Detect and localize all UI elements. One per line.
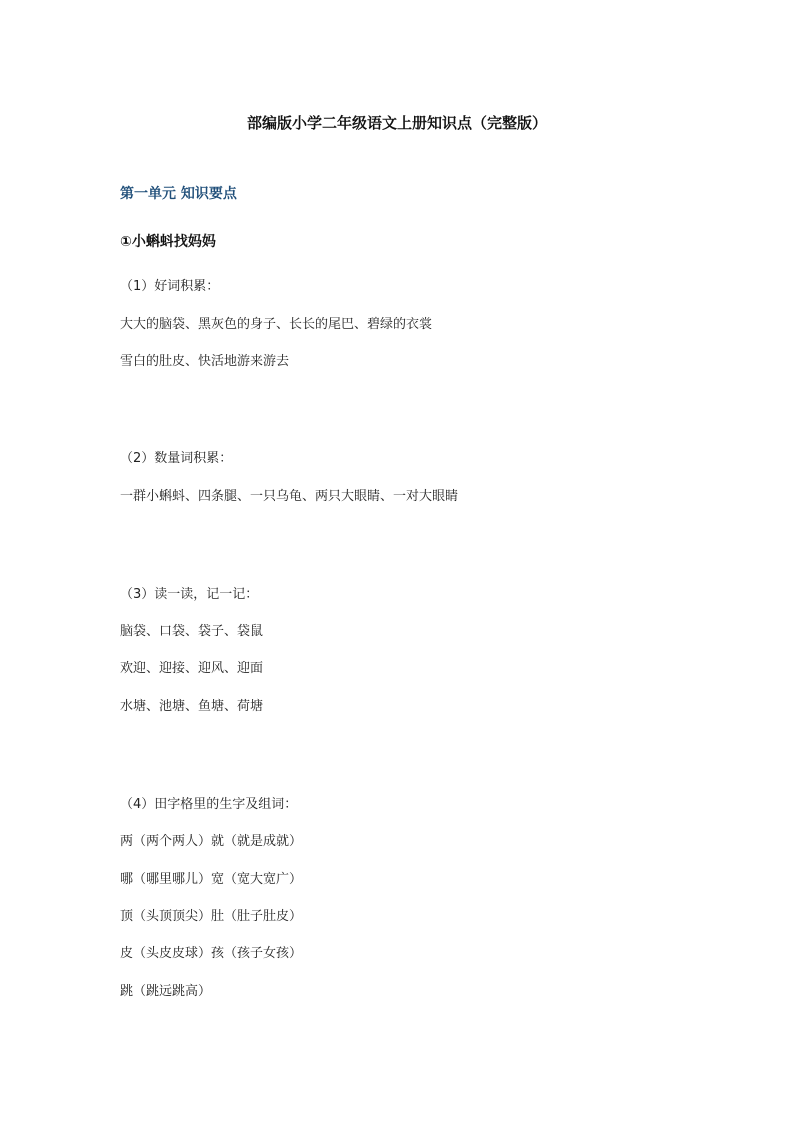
text-line: 哪（哪里哪儿）宽（宽大宽广） [120, 872, 303, 887]
lesson-heading: ①小蝌蚪找妈妈 [120, 234, 216, 250]
group-label-quantifiers: （2）数量词积累： [120, 451, 233, 466]
text-line: 一群小蝌蚪、四条腿、一只乌龟、两只大眼睛、一对大眼睛 [120, 489, 459, 504]
document-title: 部编版小学二年级语文上册知识点（完整版） [246, 114, 547, 132]
text-line: 欢迎、迎接、迎风、迎面 [120, 661, 264, 676]
text-line: 水塘、池塘、鱼塘、荷塘 [120, 699, 264, 714]
group-label-characters: （4）田字格里的生字及组词： [120, 797, 298, 812]
text-line: 两（两个两人）就（就是成就） [120, 834, 303, 849]
text-line: 跳（跳远跳高） [120, 984, 212, 999]
text-line: 雪白的肚皮、快活地游来游去 [120, 354, 290, 369]
group-label-read-remember: （3）读一读，记一记： [120, 587, 259, 602]
text-line: 脑袋、口袋、袋子、袋鼠 [120, 624, 264, 639]
group-label-good-words: （1）好词积累： [120, 279, 220, 294]
text-line: 顶（头顶顶尖）肚（肚子肚皮） [120, 909, 303, 924]
section-heading: 第一单元 知识要点 [120, 186, 237, 202]
text-line: 皮（头皮皮球）孩（孩子女孩） [120, 946, 303, 961]
text-line: 大大的脑袋、黑灰色的身子、长长的尾巴、碧绿的衣裳 [120, 317, 433, 332]
